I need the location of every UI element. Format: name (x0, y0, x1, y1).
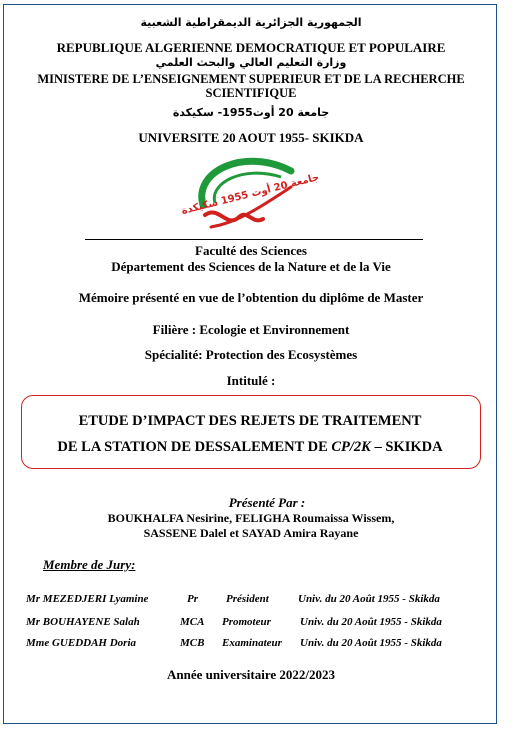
jury-name: Mr BOUHAYENE Salah (26, 616, 140, 628)
jury-row (0, 637, 502, 655)
department-name: Département des Sciences de la Nature et de la Vie (111, 259, 391, 274)
jury-grade: Pr (187, 593, 198, 605)
jury-role: Examinateur (222, 637, 282, 649)
republic-title: REPUBLIQUE ALGERIENNE DEMOCRATIQUE ET POPULAIRE (56, 40, 446, 55)
presented-by-label: Présenté Par : (228, 495, 306, 510)
memoire-statement: Mémoire présenté en vue de l’obtention du diplôme de Master (78, 290, 424, 305)
title-line2-start: DE LA STATION DE DESSALEMENT DE (57, 439, 332, 455)
jury-name: Mr MEZEDJERI Lyamine (26, 593, 149, 605)
authors-line2: SASSENE Dalel et SAYAD Amira Rayane (143, 526, 359, 540)
authors-line1: BOUKHALFA Nesirine, FELIGHA Roumaissa Wissem, (107, 511, 395, 525)
university-logo (180, 153, 321, 233)
academic-year: Année universitaire 2022/2023 (166, 667, 336, 682)
title-line2-end: – SKIKDA (370, 439, 443, 455)
ministry-line1: MINISTERE DE L’ENSEIGNEMENT SUPERIEUR ET DE LA RECHERCHE (37, 72, 465, 86)
separator-line (85, 239, 423, 240)
thesis-title-line1: ETUDE D’IMPACT DES REJETS DE TRAITEMENT (78, 413, 422, 429)
faculty-name: Faculté des Sciences (195, 243, 307, 258)
jury-role: Promoteur (222, 616, 271, 628)
logo-arabic-text: جامعة 20 أوت 1955 سكيكدة (180, 172, 321, 218)
jury-row (0, 616, 502, 634)
university-title: UNIVERSITE 20 AOUT 1955- SKIKDA (138, 130, 364, 145)
arabic-university: جامعة 20 أوت1955- سكيكدة (172, 106, 330, 119)
arabic-republic: الجمهورية الجزائرية الديمقراطية الشعبية (140, 16, 362, 29)
jury-name: Mme GUEDDAH Doria (26, 637, 137, 649)
ministry-line2: SCIENTIFIQUE (205, 86, 297, 100)
jury-row (0, 593, 502, 611)
filiere: Filière : Ecologie et Environnement (152, 322, 350, 337)
specialite: Spécialité: Protection des Ecosystèmes (144, 347, 358, 362)
jury-university: Univ. du 20 Août 1955 - Skikda (300, 637, 442, 649)
jury-heading: Membre de Jury: (43, 557, 136, 572)
thesis-title-line2 (22, 439, 478, 456)
jury-grade: MCA (180, 616, 205, 628)
thesis-title-box (21, 395, 481, 469)
arabic-ministry: وزارة التعليم العالي والبحث العلمي (155, 56, 347, 69)
jury-university: Univ. du 20 Août 1955 - Skikda (298, 593, 440, 605)
jury-grade: MCB (180, 637, 205, 649)
title-line2-italic: CP/2K (331, 439, 371, 455)
jury-university: Univ. du 20 Août 1955 - Skikda (300, 616, 442, 628)
intitule-label: Intitulé : (226, 373, 276, 388)
jury-role: Président (226, 593, 269, 605)
